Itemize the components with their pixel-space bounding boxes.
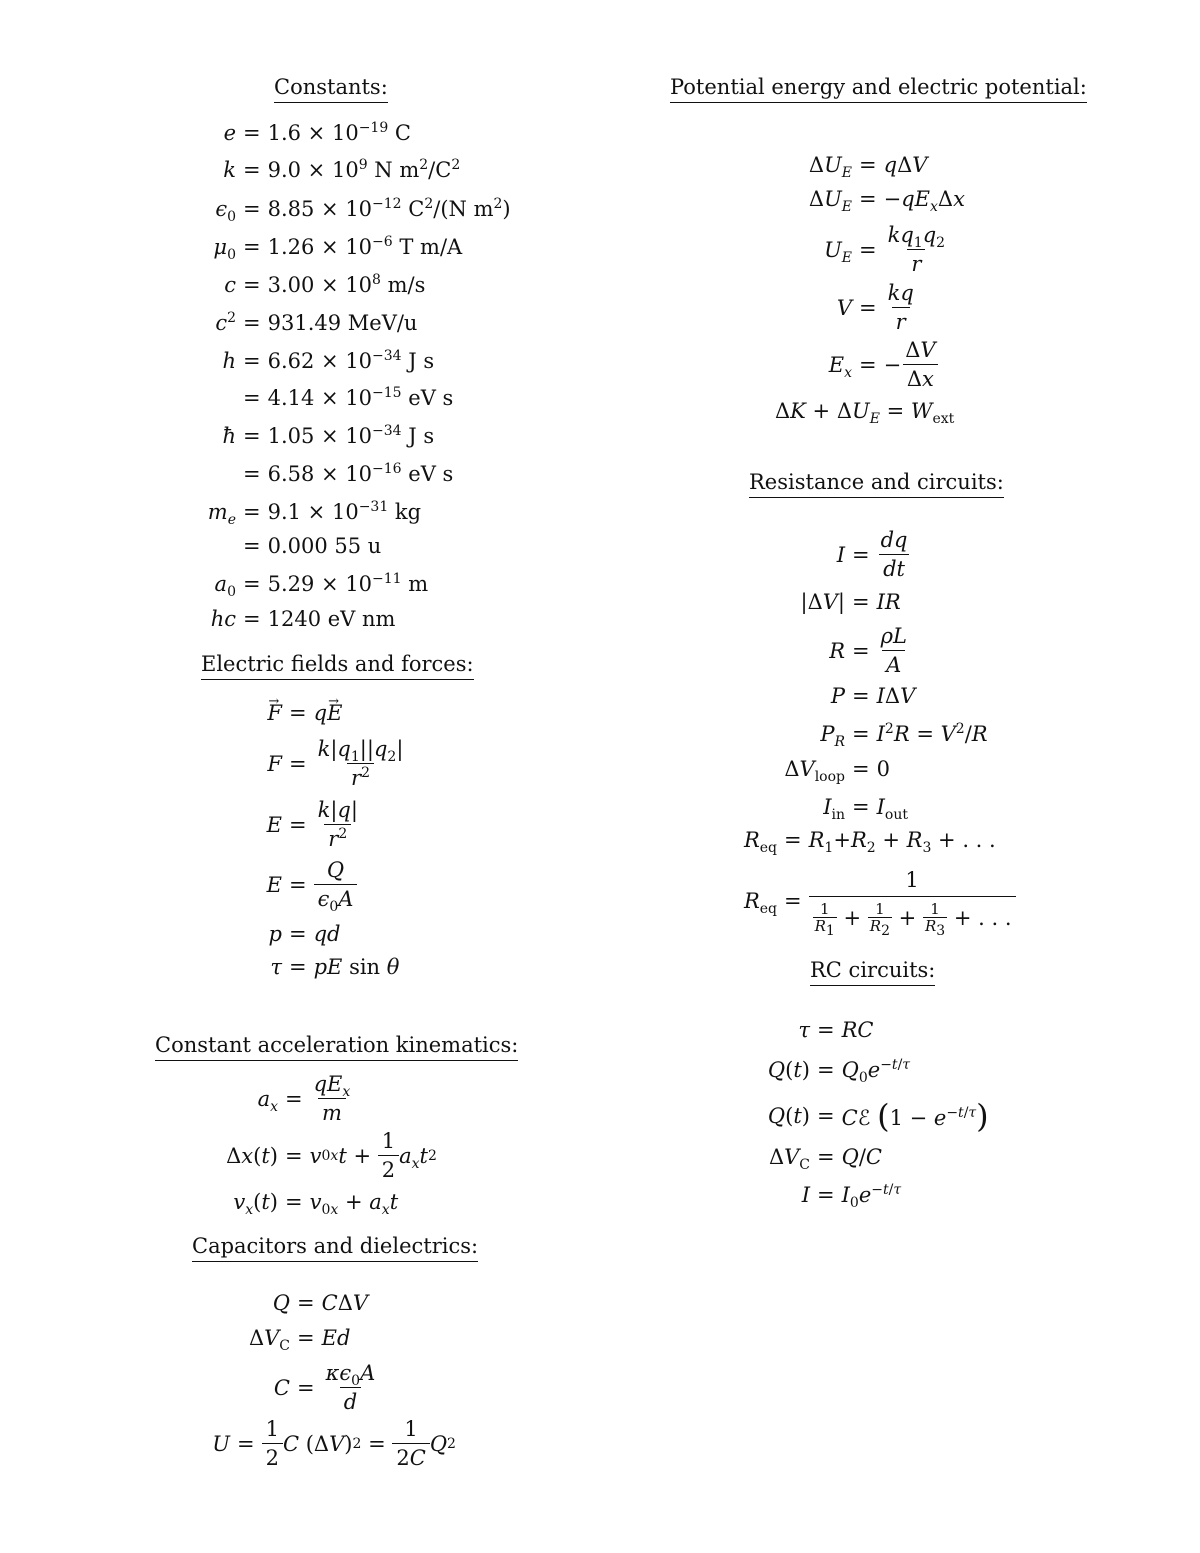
const-h: h = $6.62 \times 10^{-34}$ J s [222, 348, 435, 373]
eq-acceleration: $a_x$ = $qE_x$ m [257, 1072, 351, 1125]
const-e: e = $1.6 \times 10^{-19}$ C [223, 120, 411, 145]
eq-loop-rule: $\Delta V_{loop}$ = 0 [784, 757, 890, 786]
eq-charge: Q = CΔV [272, 1291, 369, 1315]
eq-potential-energy-field: $\Delta U_E$ = $-qE_x\Delta x$ [808, 187, 965, 216]
eq-capacitor-energy: U = 1 2 C (Δ V ) 2 = 1 2C Q 2 [212, 1417, 456, 1470]
eq-force-field: → F = q→ E [200, 700, 342, 726]
eq-time-constant: τ = RC [798, 1018, 874, 1042]
eq-resistance: R = $\frac{\rho L}{A}$ [829, 624, 907, 677]
heading-resistance: Resistance and circuits: [749, 469, 1004, 498]
eq-discharge: Q(t) = $Q_0e^{-t/\tau}$ [767, 1057, 911, 1087]
const-c: c = $3.00 \times 10^8$ m/s [224, 272, 426, 297]
const-mu0: $\mu_0$ = $1.26 \times 10^{-6}$ T m/A [213, 234, 463, 264]
eq-series-resistance: $R_{eq}$ = $R_1+R_2 + R_3$ + . . . [743, 828, 996, 857]
const-me-u: = 0.000 55 u [243, 534, 382, 558]
eq-parallel-resistance: $R_{eq}$ = 1 1 $R_1$ + 1 $R_2$ + 1 $R_3$ + . . . [742, 868, 1016, 934]
eq-torque: τ = pE sin θ [270, 955, 400, 979]
eq-displacement: Δx(t) = v 0x t + 1 2 $a_xt$ 2 [226, 1129, 437, 1182]
eq-work-energy: $\Delta K + \Delta U_E = W_{ext}$ [775, 399, 955, 428]
heading-electric-fields: Electric fields and forces: [201, 651, 474, 680]
const-c2: $c^2$ = 931.49 MeV/u [215, 310, 418, 335]
const-me: $m_e$ = $9.1 \times 10^{-31}$ kg [207, 499, 422, 529]
eq-capacitor-voltage: $\Delta V_C$ = Ed [248, 1326, 351, 1355]
const-a0: $a_0$ = $5.29 \times 10^{-11}$ m [214, 571, 429, 601]
eq-field-gradient: $E_x$ = − ΔV Δx [770, 338, 940, 391]
eq-plate-field: E = $\frac{Q}{\epsilon_0A}$ [200, 858, 357, 911]
eq-velocity: $v_x(t)$ = $v_{0x} + a_xt$ [233, 1190, 399, 1219]
const-hbar-ev: = $6.58 \times 10^{-16}$ eV s [243, 461, 454, 486]
eq-capacitance: C = $\frac{\kappa\epsilon_0A}{d}$ [273, 1361, 376, 1414]
eq-current-decay: I = $I_0e^{-t/\tau}$ [801, 1182, 902, 1212]
eq-power: P = IΔV [830, 684, 916, 708]
const-hbar: ħ = $1.05 \times 10^{-34}$ J s [222, 423, 435, 448]
eq-current: I = $\frac{dq}{dt}$ [836, 528, 908, 581]
eq-coulomb-force: F = $\frac{k|q_1||q_2|}{r^2}$ [267, 737, 404, 790]
eq-junction-rule: $I_{in}$ = $I_{out}$ [823, 795, 908, 824]
eq-potential: V = $\frac{kq}{r}$ [836, 281, 914, 334]
heading-kinematics: Constant acceleration kinematics: [155, 1032, 518, 1061]
heading-constants: Constants: [274, 74, 388, 103]
eq-charging: Q(t) = Cℰ $(1 - e^{-t/\tau})$ [767, 1097, 989, 1135]
eq-ohms-law: |ΔV| = IR [800, 590, 901, 614]
eq-potential-energy-change: $\Delta U_E$ = qΔV [808, 153, 928, 182]
eq-capacitor-voltage-rc: $\Delta V_C$ = Q/C [768, 1145, 882, 1174]
heading-rc: RC circuits: [810, 957, 935, 986]
const-epsilon0: $\epsilon_0$ = $8.85 \times 10^{-12}$ $C^2/(N$ $m^2$) [215, 196, 511, 226]
heading-potential: Potential energy and electric potential: [670, 74, 1087, 103]
eq-dipole-moment: p = qd [268, 922, 341, 946]
eq-potential-energy: $U_E$ = $\frac{kq_1q_2}{r}$ [824, 223, 946, 276]
const-k: k = $9.0 \times 10^9$ N $m^2/C^2$ [223, 157, 461, 182]
eq-point-field: E = $\frac{k|q|}{r^2}$ [266, 798, 358, 851]
const-hc: hc = 1240 eV nm [210, 607, 396, 631]
heading-capacitors: Capacitors and dielectrics: [192, 1233, 478, 1262]
eq-resistor-power: $P_R$ = $I^2R = V^2/R$ [820, 721, 988, 751]
const-h-ev: = $4.14 \times 10^{-15}$ eV s [243, 385, 454, 410]
